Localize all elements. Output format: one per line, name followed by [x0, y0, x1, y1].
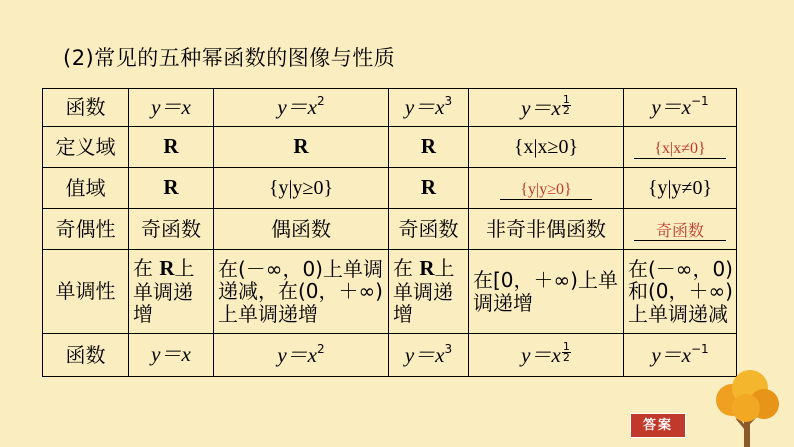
power-function-table: [42, 88, 737, 377]
mono-f3: 在 R上单调递增: [389, 250, 469, 334]
footer-f2: $y=x^2$: [214, 334, 389, 377]
header-f4: y＝x $\frac{1}{2}$: [469, 89, 624, 127]
table-row-footer: [43, 334, 737, 377]
header-f1: y＝x: [129, 89, 214, 127]
row-label-domain: 定义域: [43, 127, 129, 168]
answer-blank: 奇函数: [634, 222, 726, 241]
footer-f1: y＝x: [129, 334, 214, 377]
header-f2: $y=x^2$: [214, 89, 389, 127]
domain-f1: R: [129, 127, 214, 168]
answer-button[interactable]: 答案: [630, 413, 686, 438]
range-f1: R: [129, 168, 214, 209]
row-label-function-footer: 函数: [43, 334, 129, 377]
row-label-range: 值域: [43, 168, 129, 209]
footer-f5: $y=x^{-1}$: [624, 334, 737, 377]
mono-f2: 在(－∞，0)上单调递减，在(0，＋∞)上单调递增: [214, 250, 389, 334]
header-f3: $y=x^3$: [389, 89, 469, 127]
parity-f2: 偶函数: [214, 209, 389, 250]
header-f5: $y=x^{-1}$: [624, 89, 737, 127]
row-label-function: 函数: [43, 89, 129, 127]
domain-f3: R: [389, 127, 469, 168]
mono-f5: 在(－∞，0)和(0，＋∞)上单调递减: [624, 250, 737, 334]
mono-f4: 在[0，＋∞)上单调递增: [469, 250, 624, 334]
footer-f3: $y=x^3$: [389, 334, 469, 377]
domain-f4: {x|x≥0}: [469, 127, 624, 168]
table-row-domain: [43, 127, 737, 168]
answer-blank: {x|x≠0}: [634, 140, 726, 159]
domain-f2: R: [214, 127, 389, 168]
parity-f1: 奇函数: [129, 209, 214, 250]
domain-f5: [624, 127, 737, 168]
table-row-monotonicity: [43, 250, 737, 334]
parity-f4: 非奇非偶函数: [469, 209, 624, 250]
answer-blank: {y|y≥0}: [500, 181, 592, 200]
range-f2: {y|y≥0}: [214, 168, 389, 209]
row-label-monotonicity: 单调性: [43, 250, 129, 334]
mono-f1: 在 R上单调递增: [129, 250, 214, 334]
table-row-header: [43, 89, 737, 127]
range-f4: [469, 168, 624, 209]
slide-title: (2)常见的五种幂函数的图像与性质: [63, 46, 396, 70]
range-f5: {y|y≠0}: [624, 168, 737, 209]
range-f3: R: [389, 168, 469, 209]
parity-f3: 奇函数: [389, 209, 469, 250]
table-row-range: [43, 168, 737, 209]
autumn-tree-icon: [712, 370, 782, 447]
parity-f5: [624, 209, 737, 250]
footer-f4: y＝x $\frac{1}{2}$: [469, 334, 624, 377]
table-row-parity: [43, 209, 737, 250]
row-label-parity: 奇偶性: [43, 209, 129, 250]
